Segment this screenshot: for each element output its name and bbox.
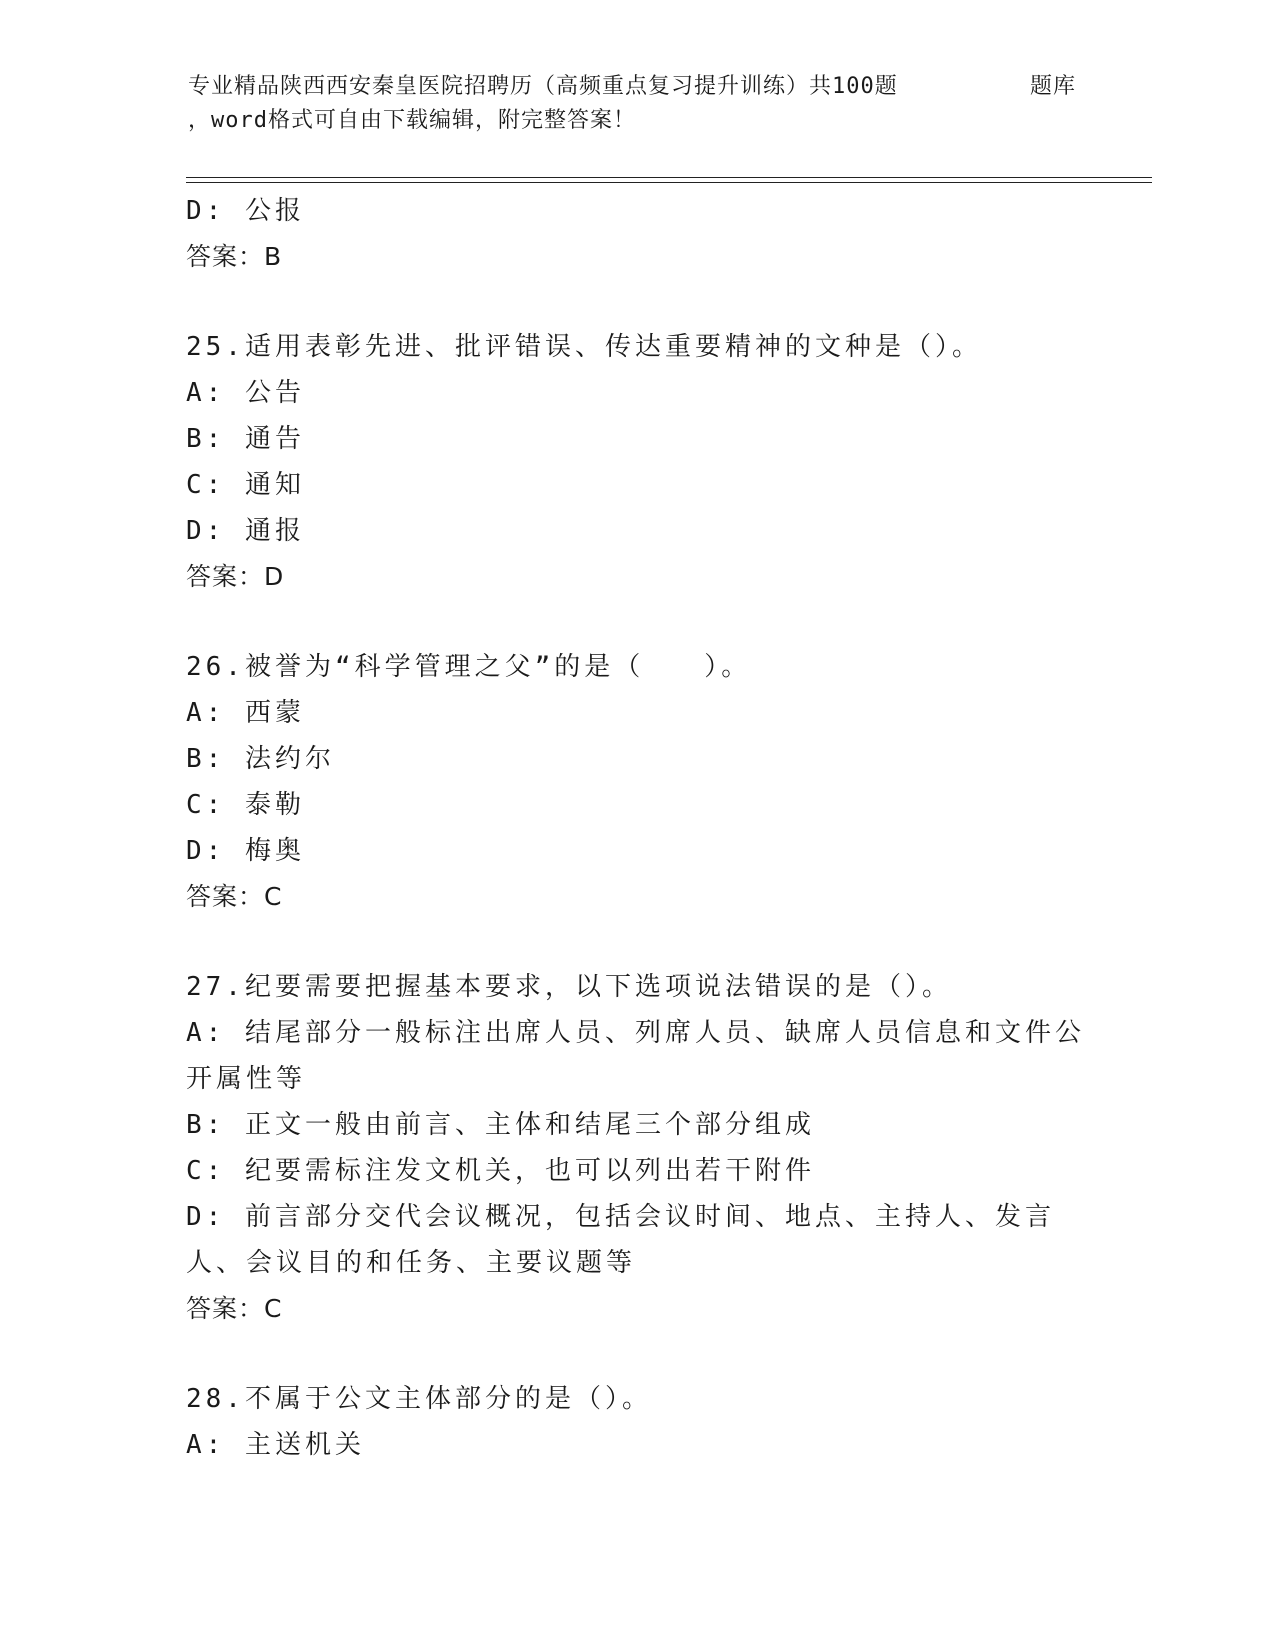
header-divider-top xyxy=(186,177,1152,178)
option-b: B: 正文一般由前言、主体和结尾三个部分组成 xyxy=(186,1110,815,1140)
answer: 答案：D xyxy=(186,562,285,591)
header-tag: 题库 xyxy=(1030,74,1077,99)
option-a: A: 公告 xyxy=(186,378,305,408)
option-d: D: 公报 xyxy=(186,196,305,226)
option-a: A: 结尾部分一般标注出席人员、列席人员、缺席人员信息和文件公开属性等 xyxy=(186,1018,1085,1094)
question-stem: 28.不属于公文主体部分的是（）。 xyxy=(186,1384,652,1414)
spacer xyxy=(186,600,1086,644)
option-b: B: 法约尔 xyxy=(186,744,335,774)
header-subtitle: ，word格式可自由下载编辑，附完整答案！ xyxy=(188,108,636,133)
document-header xyxy=(188,70,1148,138)
option-a: A: 主送机关 xyxy=(186,1430,365,1460)
option-b: B: 通告 xyxy=(186,424,305,454)
question-stem: 26.被誉为“科学管理之父”的是（ ）。 xyxy=(186,652,752,682)
option-c: C: 泰勒 xyxy=(186,790,305,820)
header-title: 专业精品陕西西安秦皇医院招聘历（高频重点复习提升训练）共100题 xyxy=(188,74,898,99)
option-c: C: 通知 xyxy=(186,470,305,500)
answer: 答案：C xyxy=(186,882,283,911)
spacer xyxy=(186,280,1086,324)
option-a: A: 西蒙 xyxy=(186,698,305,728)
question-stem: 25.适用表彰先进、批评错误、传达重要精神的文种是（）。 xyxy=(186,332,982,362)
answer: 答案：C xyxy=(186,1294,283,1323)
option-d: D: 前言部分交代会议概况，包括会议时间、地点、主持人、发言人、会议目的和任务、主要议题等 xyxy=(186,1202,1055,1278)
answer: 答案：B xyxy=(186,242,283,271)
header-divider-bottom xyxy=(186,182,1152,183)
question-stem: 27.纪要需要把握基本要求，以下选项说法错误的是（）。 xyxy=(186,972,952,1002)
spacer xyxy=(186,920,1086,964)
option-d: D: 通报 xyxy=(186,516,305,546)
option-c: C: 纪要需标注发文机关，也可以列出若干附件 xyxy=(186,1156,815,1186)
question-list xyxy=(186,188,1086,1468)
spacer xyxy=(186,1332,1086,1376)
option-d: D: 梅奥 xyxy=(186,836,305,866)
